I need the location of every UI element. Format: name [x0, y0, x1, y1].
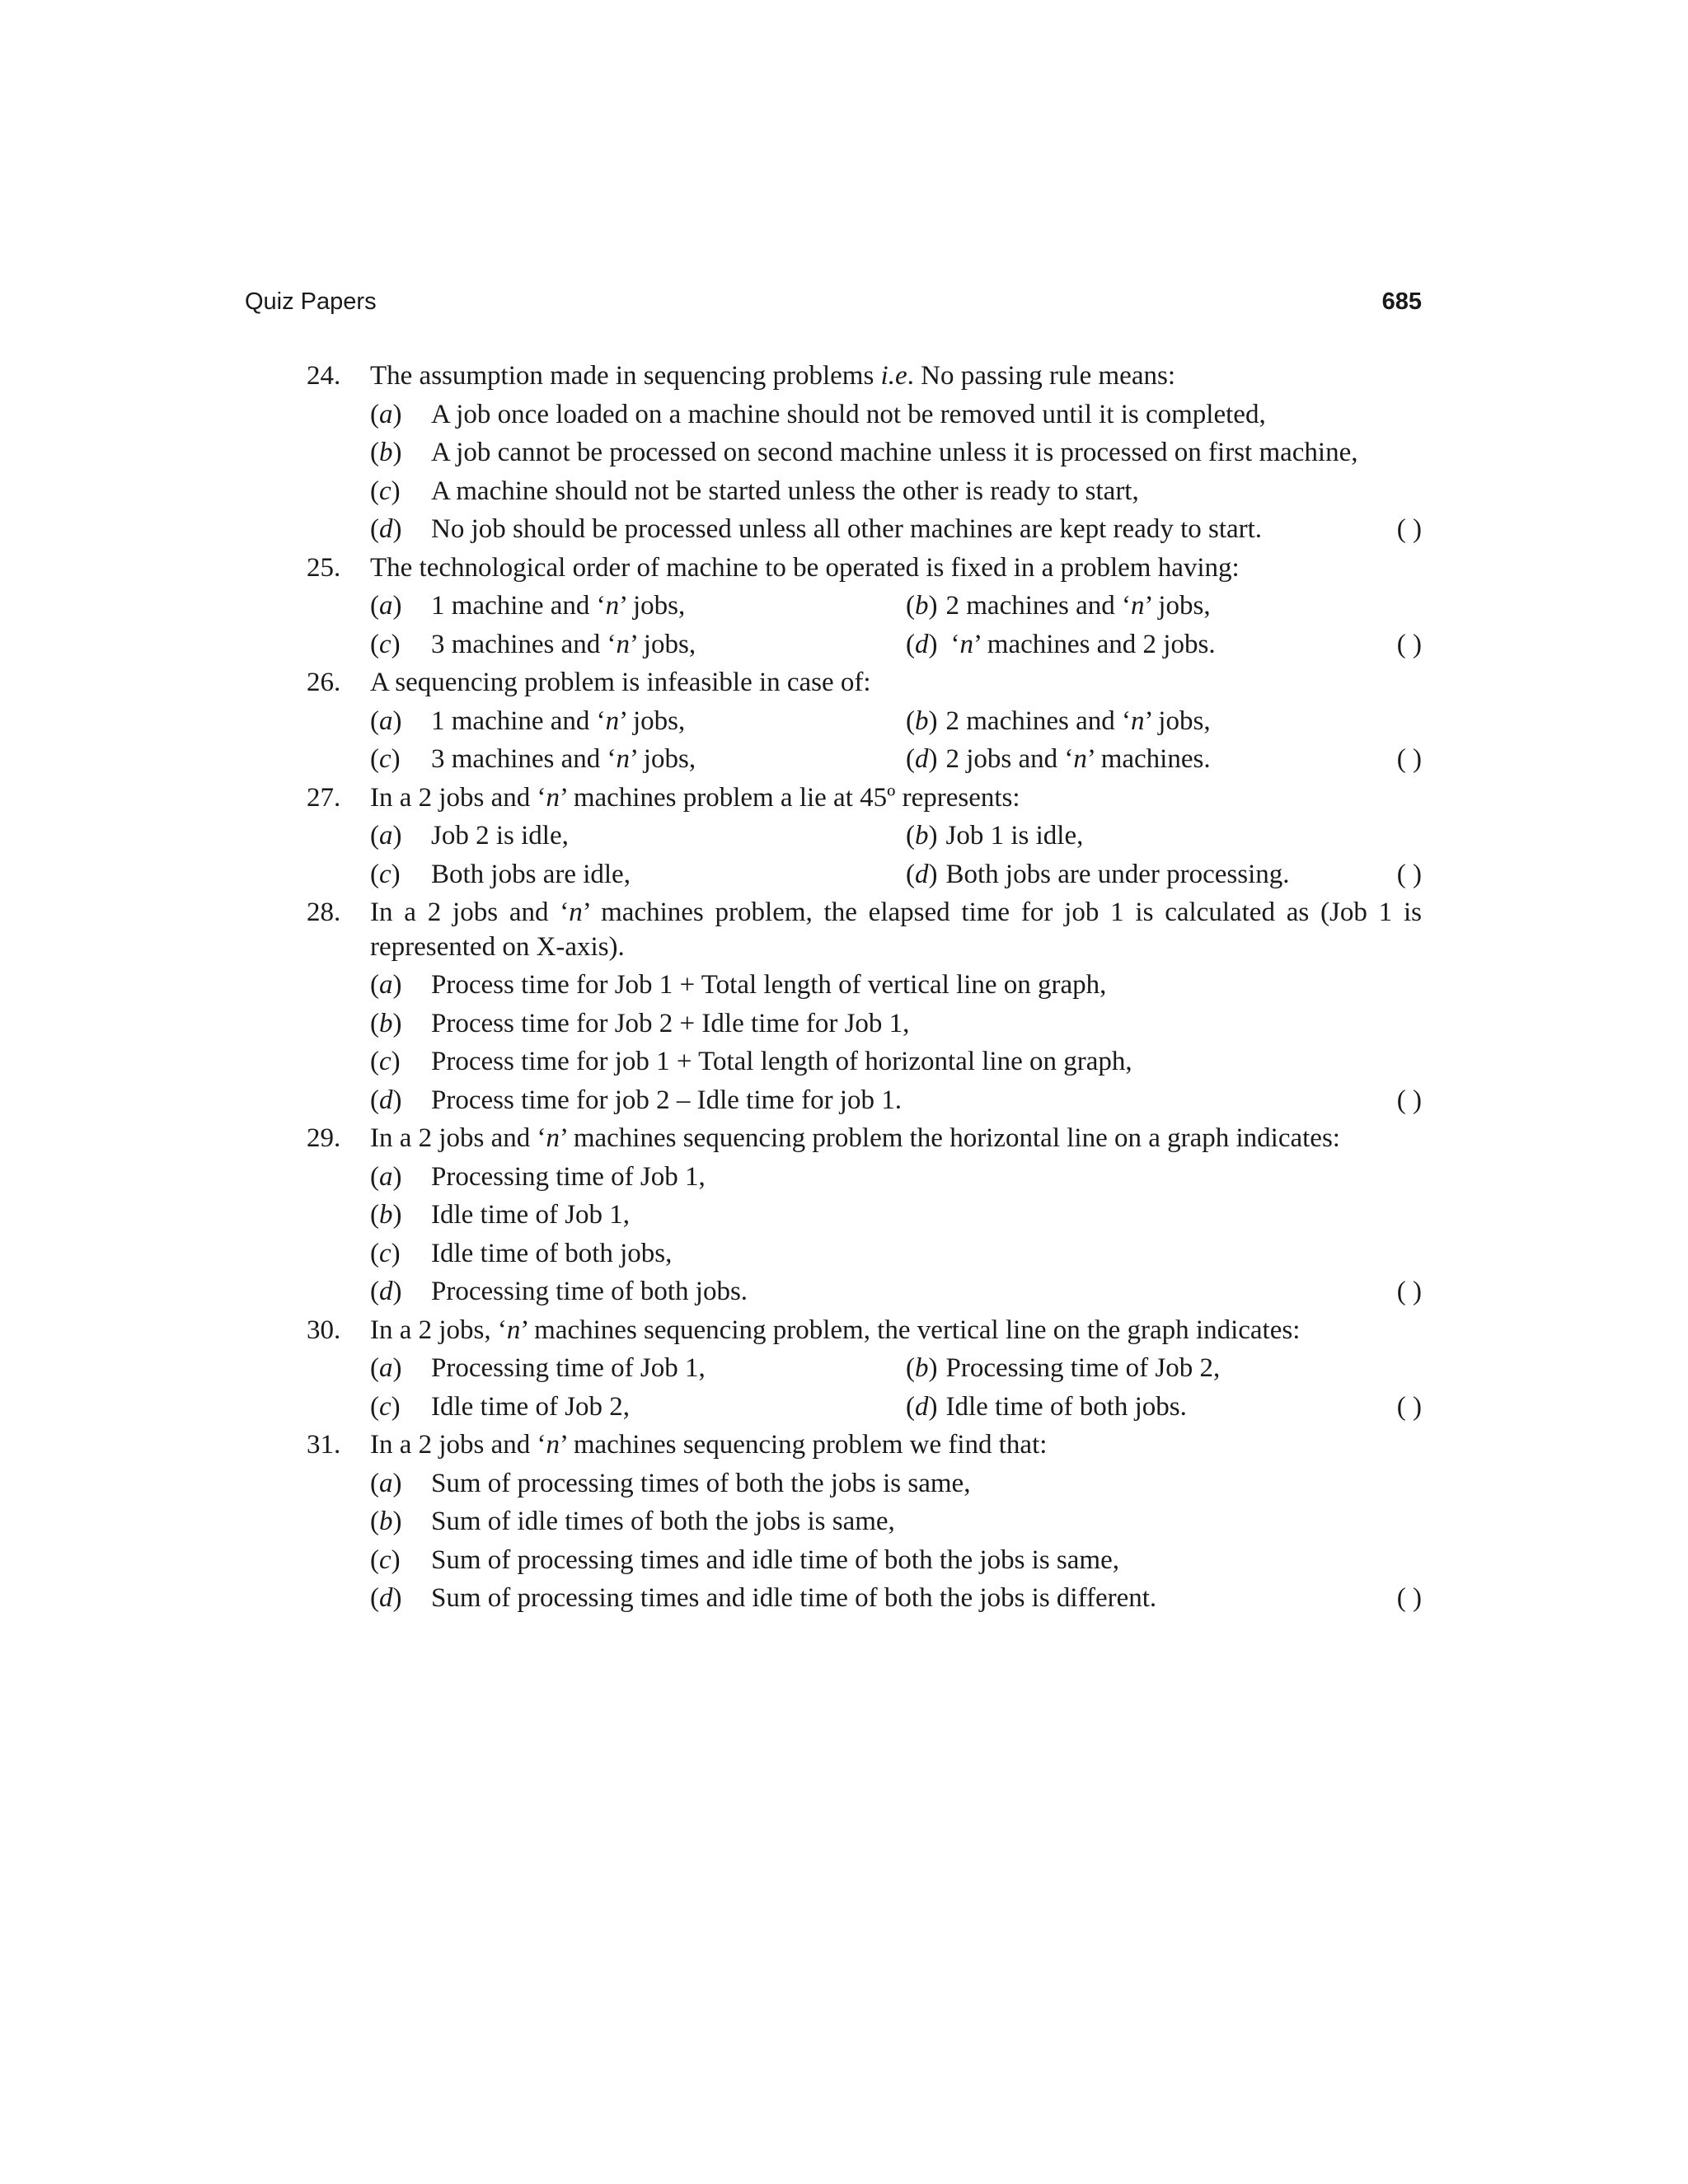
- option-row: [370, 966, 1422, 1005]
- answer-blank: ( ): [1396, 1391, 1422, 1422]
- option-b: (b) 2 machines and ‘n’ jobs,: [906, 591, 1211, 621]
- option-c: (c) 3 machines and ‘n’ jobs,: [370, 744, 696, 774]
- answer-blank: ( ): [1396, 1583, 1422, 1613]
- option-d: (d) ‘n’ machines and 2 jobs.: [906, 629, 1216, 659]
- option-a: (a) Sum of processing times of both the jobs is same,: [370, 1468, 971, 1498]
- question-31: [245, 1426, 1422, 1618]
- option-d: (d) Sum of processing times and idle time of both the jobs is different.: [370, 1583, 1157, 1613]
- option-row: [370, 1349, 1422, 1388]
- option-row: [370, 1235, 1422, 1273]
- answer-blank: ( ): [1396, 859, 1422, 889]
- question-24: [245, 357, 1422, 549]
- option-row: [370, 1579, 1422, 1618]
- option-d: (d) Both jobs are under processing.: [906, 859, 1290, 889]
- option-a: (a) Processing time of Job 1,: [370, 1161, 706, 1192]
- option-row: [370, 587, 1422, 626]
- answer-blank: ( ): [1396, 514, 1422, 544]
- question-text: In a 2 jobs and ‘n’ machines problem, the elapsed time for job 1 is calculated as (Job 1 is represented on X-axis).: [370, 898, 1422, 962]
- question-number: 27.: [307, 782, 341, 813]
- option-b: (b) A job cannot be processed on second machine unless it is processed on first machine,: [370, 438, 1358, 467]
- option-row: [370, 1541, 1422, 1580]
- option-c: (c) 3 machines and ‘n’ jobs,: [370, 629, 696, 659]
- option-row: [370, 626, 1422, 664]
- question-text: In a 2 jobs and ‘n’ machines sequencing problem we find that:: [370, 1430, 1048, 1460]
- option-row: [370, 740, 1422, 779]
- option-a: (a) 1 machine and ‘n’ jobs,: [370, 705, 686, 736]
- option-a: (a) 1 machine and ‘n’ jobs,: [370, 591, 686, 621]
- option-b: (b) Sum of idle times of both the jobs is same,: [370, 1507, 895, 1536]
- option-c: (c) Process time for job 1 + Total length of horizontal line on graph,: [370, 1047, 1132, 1076]
- option-c: (c) Idle time of both jobs,: [370, 1238, 673, 1268]
- option-b: (b) Job 1 is idle,: [906, 821, 1084, 851]
- question-text: In a 2 jobs, ‘n’ machines sequencing problem, the vertical line on the graph indicates:: [370, 1315, 1301, 1345]
- option-c: (c) A machine should not be started unless the other is ready to start,: [370, 476, 1139, 506]
- page-number: 685: [1381, 288, 1422, 315]
- option-a: (a) A job once loaded on a machine should not be removed until it is completed,: [370, 399, 1266, 429]
- question-25: [245, 549, 1422, 664]
- option-a: (a) Process time for Job 1 + Total length of vertical line on graph,: [370, 970, 1107, 1000]
- question-number: 31.: [307, 1430, 341, 1460]
- option-c: (c) Sum of processing times and idle time of both the jobs is same,: [370, 1544, 1119, 1575]
- answer-blank: ( ): [1396, 1085, 1422, 1115]
- option-row: [370, 1196, 1422, 1235]
- option-row: [370, 472, 1422, 511]
- option-row: [370, 702, 1422, 741]
- question-text: The assumption made in sequencing problems i.e. No passing rule means:: [370, 361, 1175, 391]
- question-26: [245, 663, 1422, 779]
- option-d: (d) No job should be processed unless all other machines are kept ready to start.: [370, 514, 1263, 544]
- question-number: 26.: [307, 668, 341, 697]
- option-a: (a) Processing time of Job 1,: [370, 1353, 706, 1383]
- question-text: In a 2 jobs and ‘n’ machines sequencing problem the horizontal line on a graph indicates:: [370, 1123, 1340, 1153]
- question-text: The technological order of machine to be operated is fixed in a problem having:: [370, 552, 1240, 583]
- question-30: [245, 1311, 1422, 1427]
- option-d: (d) Idle time of both jobs.: [906, 1391, 1187, 1422]
- question-text: A sequencing problem is infeasible in case of:: [370, 668, 871, 697]
- option-b: (b) 2 machines and ‘n’ jobs,: [906, 705, 1211, 736]
- option-row: [370, 817, 1422, 855]
- question-number: 29.: [307, 1123, 341, 1153]
- question-29: [245, 1119, 1422, 1311]
- option-c: (c) Idle time of Job 2,: [370, 1391, 631, 1422]
- option-row: [370, 1005, 1422, 1043]
- option-b: (b) Process time for Job 2 + Idle time for Job 1,: [370, 1008, 910, 1038]
- option-c: (c) Both jobs are idle,: [370, 859, 631, 889]
- section-title: Quiz Papers: [245, 288, 377, 315]
- option-b: (b) Idle time of Job 1,: [370, 1200, 631, 1230]
- option-row: [370, 510, 1422, 549]
- option-b: (b) Processing time of Job 2,: [906, 1353, 1221, 1383]
- question-27: [245, 779, 1422, 894]
- option-row: [370, 1465, 1422, 1503]
- option-d: (d) 2 jobs and ‘n’ machines.: [906, 744, 1211, 774]
- answer-blank: ( ): [1396, 1277, 1422, 1306]
- question-number: 24.: [307, 361, 341, 391]
- running-head: [245, 288, 1422, 325]
- question-text: In a 2 jobs and ‘n’ machines problem a lie at 45º represents:: [370, 782, 1020, 813]
- option-row: [370, 1388, 1422, 1427]
- option-row: [370, 1158, 1422, 1197]
- option-row: [370, 1043, 1422, 1081]
- question-28: [245, 893, 1422, 1119]
- answer-blank: ( ): [1396, 744, 1422, 774]
- question-list: [245, 357, 1422, 1618]
- option-row: [370, 434, 1422, 472]
- question-number: 25.: [307, 552, 341, 583]
- option-row: [370, 1272, 1422, 1311]
- option-a: (a) Job 2 is idle,: [370, 821, 569, 851]
- question-number: 30.: [307, 1315, 341, 1345]
- question-number: 28.: [307, 898, 341, 927]
- option-row: [370, 1081, 1422, 1120]
- option-row: [370, 855, 1422, 894]
- option-d: (d) Process time for job 2 – Idle time for job 1.: [370, 1085, 902, 1115]
- option-row: [370, 1502, 1422, 1541]
- answer-blank: ( ): [1396, 629, 1422, 659]
- option-row: [370, 396, 1422, 434]
- option-d: (d) Processing time of both jobs.: [370, 1277, 748, 1306]
